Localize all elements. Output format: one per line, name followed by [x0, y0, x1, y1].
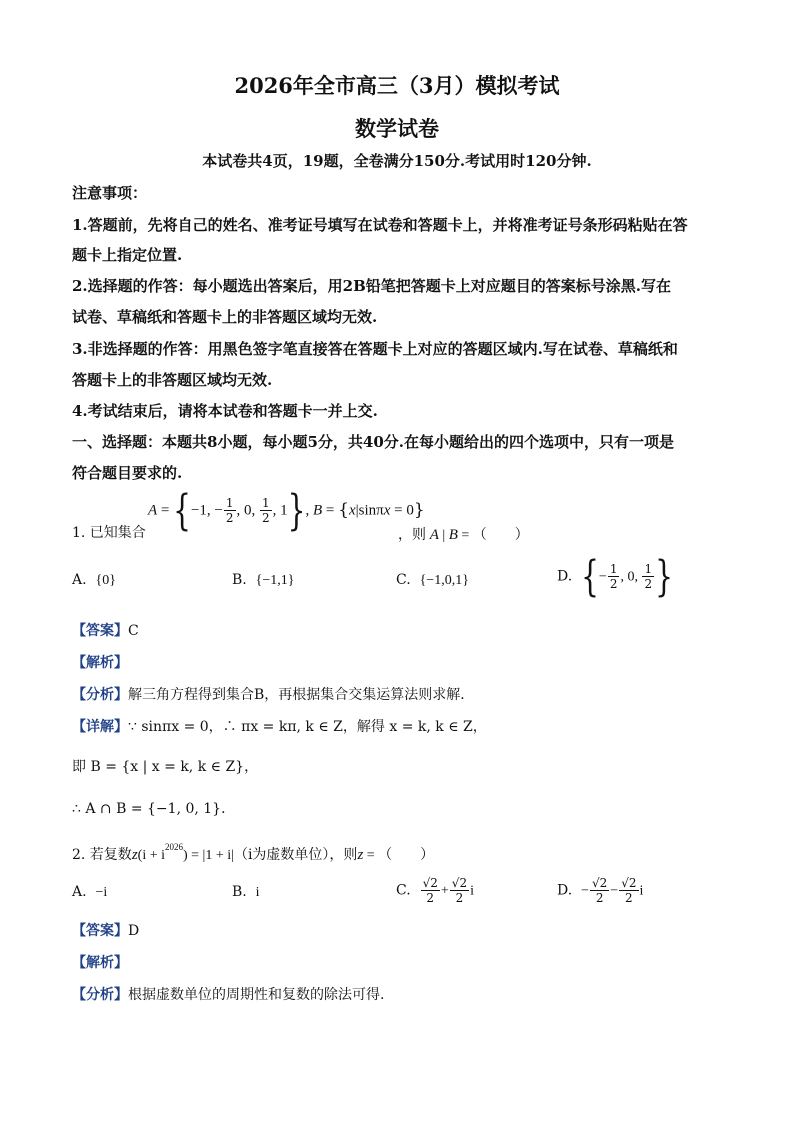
- exam-info: 本试卷共4页，19题，全卷满分150分.考试用时120分钟.: [202, 152, 592, 170]
- q1-answer: 【答案】C: [72, 623, 139, 639]
- q2-option-c: C. $\frac{√2}{2}$ + $\frac{√2}{2}$ i: [396, 876, 474, 905]
- q1-analysis-tag: 【解析】: [72, 655, 128, 671]
- notice-item-1-line-1: 1.答题前，先将自己的姓名、准考证号填写在试卷和答题卡上，并将准考证号条形码粘贴在答: [72, 216, 688, 234]
- q1-option-b: B. {−1,1}: [232, 572, 295, 588]
- q1-ask: ，则 A | B = （ ）: [398, 527, 529, 543]
- subject-title: 数学试卷: [355, 116, 439, 141]
- q1-option-c: C. {−1,0,1}: [396, 572, 469, 588]
- q1-detail-3: ∴ A ∩ B = {−1, 0, 1}．: [72, 801, 236, 817]
- section-1-line-1: 一、选择题：本题共8小题，每小题5分，共40分.在每小题给出的四个选项中，只有一项是: [72, 433, 674, 451]
- notice-item-2-line-2: 试卷、草稿纸和答题卡上的非答题区域均无效.: [72, 308, 378, 326]
- q1-set-a: A = {−1, − $\frac{1}{2}$ , 0, $\frac{1}{2}$ , 1}, B = {x|sinπx = 0}: [148, 485, 425, 535]
- q2-option-d: D. − $\frac{√2}{2}$ − $\frac{√2}{2}$ i: [557, 876, 644, 905]
- notice-item-4: 4.考试结束后，请将本试卷和答题卡一并上交.: [72, 402, 378, 420]
- section-1-line-2: 符合题目要求的.: [72, 464, 183, 482]
- q1-detail: 【详解】∵ sinπx = 0，∴ πx = kπ, k ∈ Z，解得 x = k, k ∈ Z，: [72, 719, 487, 735]
- q1-option-d: D. {− $\frac{1}{2}$ , 0, $\frac{1}{2}$ }: [557, 551, 673, 601]
- q2-option-a: A. −i: [72, 884, 108, 900]
- q2-answer: 【答案】D: [72, 923, 140, 939]
- q2-stem: 2. 若复数$z(i + i^{2026}) = |1 + i|(i$为虚数单位），则z = （ ）: [72, 842, 435, 863]
- notice-heading: 注意事项：: [72, 184, 148, 202]
- q1-detail-2: 即 B = {x | x = k, k ∈ Z}，: [72, 759, 259, 775]
- q1-option-a: A. {0}: [72, 572, 116, 588]
- q2-fenxi: 【分析】根据虚数单位的周期性和复数的除法可得.: [72, 987, 385, 1003]
- q1-fenxi: 【分析】解三角方程得到集合B，再根据集合交集运算法则求解．: [72, 687, 475, 703]
- notice-item-1-line-2: 题卡上指定位置.: [72, 246, 183, 264]
- notice-item-3-line-2: 答题卡上的非答题区域均无效.: [72, 371, 273, 389]
- q1-prefix: 1. 已知集合: [72, 525, 146, 541]
- q2-analysis-tag: 【解析】: [72, 955, 128, 971]
- notice-item-2-line-1: 2.选择题的作答：每小题选出答案后，用2B铅笔把答题卡上对应题目的答案标号涂黑.写在: [72, 277, 672, 295]
- q2-option-b: B. i: [232, 884, 260, 900]
- exam-title: 2026年全市高三（3月）模拟考试: [234, 73, 560, 98]
- notice-item-3-line-1: 3.非选择题的作答：用黑色签字笔直接答在答题卡上对应的答题区域内.写在试卷、草稿纸和: [72, 340, 678, 358]
